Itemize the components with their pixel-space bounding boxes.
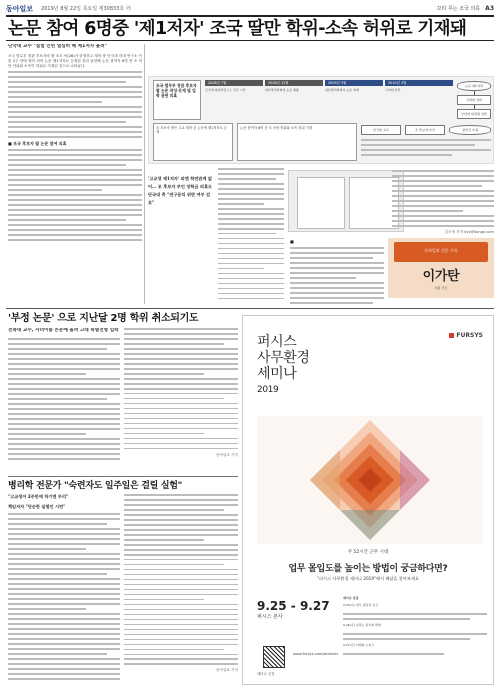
- timeline-step-2: 2008년 12월: [265, 80, 323, 86]
- document-photo: [288, 170, 404, 232]
- section-marker: ■ 조국 후보자 딸 논문 참여 의혹: [8, 140, 67, 146]
- ad-igatan: [388, 238, 494, 298]
- flow-node-6: 장학금 수령: [449, 125, 491, 135]
- article3-column-2: [124, 494, 238, 686]
- infographic-footer-text: [361, 139, 491, 161]
- qr-code[interactable]: [263, 646, 285, 668]
- ad-seminar-headline: 업무 몰입도를 높이는 방법이 궁금하다면?: [288, 564, 448, 574]
- seminar-schedule: [343, 596, 487, 674]
- ad-seminar-date: 9.25 - 9.27: [257, 599, 330, 613]
- main-headline: 논문 참여 6명중 '제1저자' 조국 딸만 학위-소속 허위로 기재돼: [8, 19, 467, 39]
- section-title: 꼬리 무는 조국 의혹: [436, 5, 480, 12]
- article2-subhead: 전북대 교수, 자녀이름 논문에 올려 고대 특별전형 입학: [8, 328, 119, 333]
- article3-quote: "고교생이 2주만에 하기엔 무리": [8, 494, 69, 499]
- article2-byline: 동아일보 기자: [216, 452, 238, 457]
- body-text-block: [8, 149, 142, 244]
- schedule-item: 9.27(금) 미래의 오피스: [343, 643, 375, 648]
- timeline-step-4: 2010년 3월: [385, 80, 453, 86]
- section-rule: [8, 476, 238, 477]
- fursys-logo-mark: [449, 333, 454, 338]
- flow-node-2: 고려대 입학: [457, 95, 491, 105]
- main-article-column-1: [8, 44, 142, 244]
- flow-node-3: 부산대 의전원 입학: [457, 109, 491, 119]
- article3-column-1: [8, 494, 120, 686]
- article2-headline: '부정 논문' 으로 지난달 2명 학위 취소되기도: [8, 313, 199, 324]
- article2-column-2: [124, 328, 238, 470]
- pull-quote-text: '고교생 제1저자' 외엔 학연관계 없어… 조 후보자 부인 장학금 의혹도 단국대 측 "연구윤리 위반 여부 검토": [148, 176, 213, 205]
- issue-date: 2019년 8월 22일 목요일 제30833호 ㉮: [41, 5, 131, 12]
- document-page: [297, 177, 345, 229]
- section-rule: [6, 308, 494, 309]
- main-byline: 김소영 기자 ksy@donga.com: [444, 229, 494, 234]
- main-article-column-3: [290, 236, 384, 306]
- timeline-step-2-text: 대한병리학회에 논문 제출: [265, 88, 299, 92]
- schedule-heading: 세미나 일정: [343, 596, 359, 600]
- timeline-step-3-text: 대한병리학회지 논문 게재: [325, 88, 359, 92]
- diamond-pattern-illustration: [257, 416, 483, 544]
- ad-igatan-sub: 잇몸 건강: [434, 286, 448, 290]
- timeline-step-4-text: 고려대 입학: [385, 88, 401, 92]
- ad-igatan-title: 이가탄: [422, 269, 460, 284]
- ad-seminar-url[interactable]: www.fursys.com/seminar: [293, 652, 339, 656]
- article3-headline: 병리학 전문가 "숙련자도 일주일은 걸릴 실험": [8, 481, 183, 491]
- ad-seminar-title: 퍼시스 사무환경 세미나 2019: [257, 334, 310, 395]
- timeline-step-1-text: 단국대 의과학연구소 인턴 시작: [205, 88, 246, 92]
- infographic-title: 조국 법무부 장관 후보자 딸 논문 작성·등재 및 입학 관련 의혹: [156, 83, 197, 99]
- ad-seminar-caption-1: 주 52시간 근무 시대: [347, 550, 389, 555]
- schedule-item: 9.26(목) 일하는 방식의 변화: [343, 623, 381, 628]
- ad-seminar-caption-2: "퍼시스 사무환경 세미나 2019"에서 해답을 찾아보세요: [316, 576, 420, 581]
- timeline-step-1: 2008년 7월: [205, 80, 263, 86]
- ad-illustration: [257, 416, 483, 544]
- headline-rule: [6, 40, 494, 41]
- infographic-note-1: 조 후보자 딸은 고교 재학 중 논문에 제1저자로 등재: [153, 123, 233, 161]
- qr-label: 세미나 신청: [257, 672, 275, 676]
- schedule-item: 9.25(수) 업무 몰입과 공간: [343, 603, 379, 608]
- newspaper-logo: 동아일보: [6, 4, 34, 14]
- flow-node-5: 조 후보자 부인: [405, 125, 445, 135]
- header-rule: [6, 15, 494, 17]
- main-article-column-4: [392, 170, 494, 236]
- page-header: [6, 3, 494, 15]
- ad-igatan-banner: 동아일보 신문 구독: [394, 242, 488, 262]
- main-article-column-2: [218, 168, 284, 308]
- page-number: A3: [485, 4, 494, 12]
- article3-subhead: 책임저자 "단순한 실험인 시연": [8, 503, 66, 509]
- flow-node-4: 단국대 교수: [361, 125, 401, 135]
- article2-column-1: [8, 328, 120, 470]
- pull-quote: [148, 175, 214, 263]
- infographic-title-box: [153, 80, 201, 120]
- fursys-logo: FURSYS: [449, 332, 483, 340]
- flow-node-1: 논문 제1저자: [457, 81, 491, 91]
- body-text-block: [8, 71, 142, 137]
- main-subhead: 단국대 교수 "실험 인턴 열심히 해 제1저자 올려": [8, 44, 108, 49]
- ad-fursys-seminar: [242, 315, 494, 685]
- article3-byline: 동아일보 기자: [216, 668, 238, 673]
- infographic: [148, 76, 494, 164]
- main-lead: 조국 법무부 장관 후보자의 딸 조모 씨(28)가 한영외고 재학 중 단국대 의대 연구소 인턴 2주 만에 영어 의학 논문 제1저자로 등재된 것과 관련해 논문 참여자 6명 중 조 씨만 학위와 소속이 허위로 기재된 것으로 나타났다.: [8, 54, 142, 69]
- ad-seminar-venue: 퍼시스 본사: [257, 614, 283, 620]
- infographic-note-2: 논문 참여자 6명 중 조 씨만 학위와 소속 허위 기재: [237, 123, 357, 161]
- section-marker-2: ■: [290, 239, 294, 244]
- timeline-step-3: 2009년 3월: [325, 80, 383, 86]
- column-divider: [144, 44, 145, 304]
